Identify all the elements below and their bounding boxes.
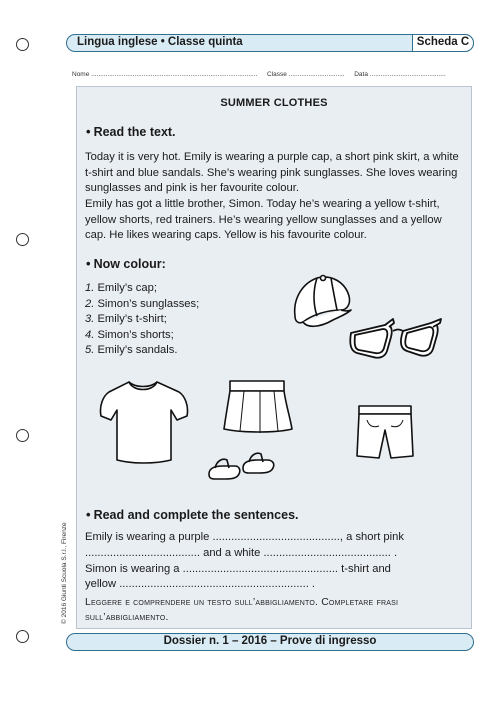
date-blank: ..........................................: [369, 71, 446, 78]
bullet-icon: •: [86, 507, 91, 522]
bullet-icon: •: [86, 256, 91, 271]
shorts-drawing[interactable]: [353, 400, 417, 462]
bullet-icon: •: [86, 124, 91, 139]
sandals-drawing[interactable]: [205, 448, 277, 482]
copyright-notice: © 2016 Giunti Scuola S.r.l., Firenze: [61, 522, 68, 624]
fill-in-sentences: [85, 530, 465, 593]
header-title: Lingua inglese • Classe quinta: [77, 36, 243, 48]
teacher-instruction: Leggere e comprendere un testo sull’abbigliamento. Completare frasi sull’abbigliamento.: [85, 597, 399, 623]
list-item: 2. Simon’s sunglasses;: [85, 297, 200, 310]
page-title: SUMMER CLOTHES: [220, 97, 328, 109]
fill-in-line-1[interactable]: Emily is wearing a purple ........................................., a short pink: [85, 531, 404, 543]
name-blank: ............................................................................................: [91, 71, 258, 78]
reading-paragraph-1: Today it is very hot. Emily is wearing a purple cap, a short pink skirt, a white t-shirt and blue sandals. She’s wearing pink sunglasses. She loves wearing sunglasses and pink is her favourite colour.: [85, 151, 459, 195]
fill-in-line-4[interactable]: yellow ............................................................. .: [85, 578, 316, 591]
section-read-label: Read the text.: [93, 125, 176, 139]
fill-in-line-2[interactable]: ..................................... and a white ......................................... .: [85, 546, 398, 559]
section-complete-label: Read and complete the sentences.: [93, 508, 299, 522]
section-colour-label: Now colour:: [93, 257, 166, 271]
tshirt-drawing[interactable]: [97, 376, 191, 464]
student-info-line: [72, 71, 474, 78]
header-bar: [66, 34, 474, 52]
punch-hole-middle-upper: [16, 233, 29, 246]
footer-bar: Dossier n. 1 – 2016 – Prove di ingresso: [66, 633, 474, 651]
punch-hole-bottom: [16, 630, 29, 643]
worksheet-content: [76, 86, 472, 629]
date-label: Data: [354, 71, 368, 78]
list-item: 4. Simon’s shorts;: [85, 328, 174, 341]
section-read-heading: [86, 124, 176, 139]
name-label: Nome: [72, 71, 90, 78]
list-item: 3. Emily’s t-shirt;: [85, 313, 167, 326]
section-complete-heading: [86, 507, 299, 522]
sunglasses-drawing[interactable]: [347, 315, 443, 371]
skirt-drawing[interactable]: [220, 375, 294, 437]
class-label: Classe: [266, 71, 287, 78]
class-blank: ...............................: [288, 71, 345, 78]
colour-list: [85, 281, 199, 359]
section-colour-heading: [86, 256, 166, 271]
fill-in-line-3[interactable]: Simon is wearing a .................................................. t-shirt and: [85, 562, 391, 575]
list-item: 5. Emily’s sandals.: [85, 344, 178, 357]
list-item: 1. Emily’s cap;: [85, 282, 157, 294]
reading-paragraph-2: Emily has got a little brother, Simon. Today he’s wearing a yellow t-shirt, yellow shorts, red trainers. He’s wearing yellow sunglasses and a yellow cap. He likes wearing caps. Yellow is his favourite colour.: [85, 198, 442, 242]
punch-hole-top: [16, 38, 29, 51]
punch-hole-middle-lower: [16, 429, 29, 442]
sheet-label: Scheda C: [412, 34, 474, 52]
